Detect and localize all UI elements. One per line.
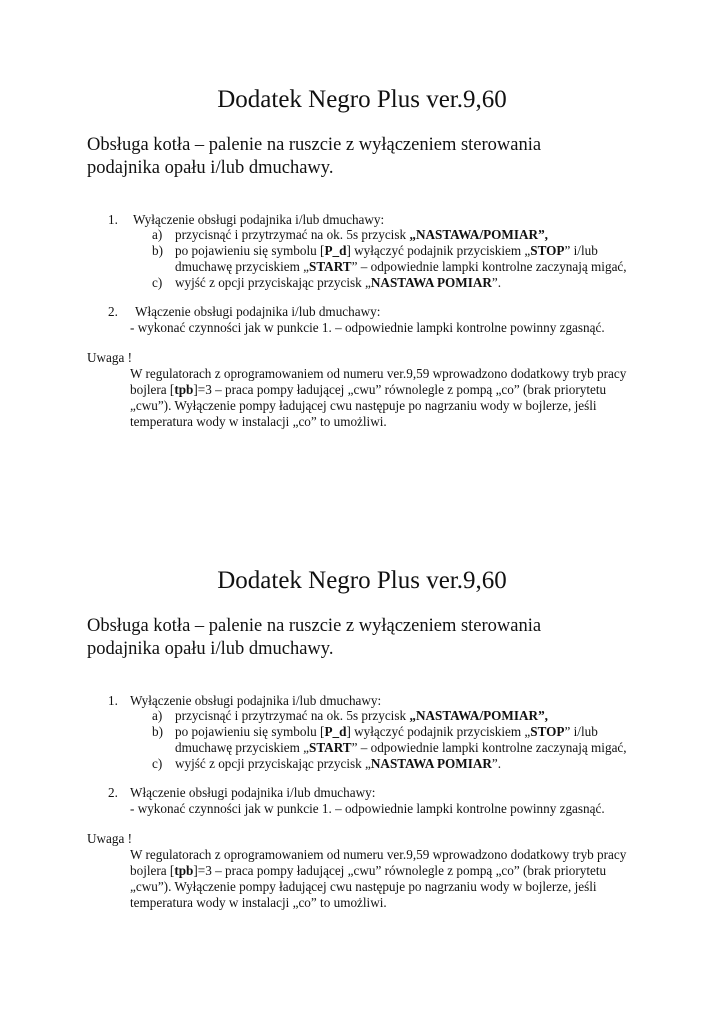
sub-item-b-text-continued: dmuchawę przyciskiem „START” – odpowiednie lampki kontrolne zaczynają migać, [175, 259, 627, 274]
subtitle-line: Obsługa kotła – palenie na ruszcie z wyłączeniem sterowania [87, 616, 542, 636]
document-section-1 [0, 84, 724, 444]
note-line: W regulatorach z oprogramowaniem od numeru ver.9,59 wprowadzono dodatkowy tryb pracy [130, 366, 627, 381]
item-2-number: 2. [108, 304, 118, 319]
item-1-number: 1. [108, 693, 118, 708]
item-1-label: Wyłączenie obsługi podajnika i/lub dmuchawy: [133, 212, 385, 227]
note-line: bojlera [tpb]=3 – praca pompy ładującej „cwu” równolegle z pompą „co” (brak priorytetu [130, 382, 607, 397]
note-header: Uwaga ! [87, 831, 133, 846]
note-line: W regulatorach z oprogramowaniem od numeru ver.9,59 wprowadzono dodatkowy tryb pracy [130, 847, 627, 862]
sub-item-c-marker: c) [152, 275, 163, 290]
sub-item-a-text: przycisnąć i przytrzymać na ok. 5s przycisk „NASTAWA/POMIAR”, [175, 708, 548, 723]
note-line: temperatura wody w instalacji „co” to umożliwi. [130, 895, 387, 910]
sub-item-c-marker: c) [152, 756, 163, 771]
note-line: temperatura wody w instalacji „co” to umożliwi. [130, 414, 387, 429]
sub-item-c-text: wyjść z opcji przyciskając przycisk „NASTAWA POMIAR”. [175, 756, 502, 771]
sub-item-b-marker: b) [152, 724, 163, 739]
sub-item-a-marker: a) [152, 227, 163, 242]
sub-item-b-marker: b) [152, 243, 163, 258]
item-2-detail: - wykonać czynności jak w punkcie 1. – odpowiednie lampki kontrolne powinny zgasnąć. [130, 801, 605, 816]
note-line: bojlera [tpb]=3 – praca pompy ładującej „cwu” równolegle z pompą „co” (brak priorytetu [130, 863, 607, 878]
subtitle-line: Obsługa kotła – palenie na ruszcie z wyłączeniem sterowania [87, 135, 542, 155]
note-line: „cwu”). Wyłączenie pompy ładującej cwu następuje po nagrzaniu wody w bojlerze, jeśli [130, 879, 597, 894]
sub-item-b-text: po pojawieniu się symbolu [P_d] wyłączyć podajnik przyciskiem „STOP” i/lub [175, 243, 598, 258]
item-2-detail: - wykonać czynności jak w punkcie 1. – odpowiednie lampki kontrolne powinny zgasnąć. [130, 320, 605, 335]
section-title: Dodatek Negro Plus ver.9,60 [217, 567, 507, 594]
sub-item-c-text: wyjść z opcji przyciskając przycisk „NASTAWA POMIAR”. [175, 275, 502, 290]
sub-item-b-text-continued: dmuchawę przyciskiem „START” – odpowiednie lampki kontrolne zaczynają migać, [175, 740, 627, 755]
section-title: Dodatek Negro Plus ver.9,60 [217, 86, 507, 113]
subtitle-line: podajnika opału i/lub dmuchawy. [87, 158, 334, 178]
subtitle-line: podajnika opału i/lub dmuchawy. [87, 639, 334, 659]
item-2-number: 2. [108, 785, 118, 800]
item-1-label: Wyłączenie obsługi podajnika i/lub dmuchawy: [130, 693, 382, 708]
sub-item-b-text: po pojawieniu się symbolu [P_d] wyłączyć podajnik przyciskiem „STOP” i/lub [175, 724, 598, 739]
note-header: Uwaga ! [87, 350, 133, 365]
item-2-label: Włączenie obsługi podajnika i/lub dmuchawy: [135, 304, 381, 319]
document-section-2 [0, 565, 724, 925]
section-subtitle [87, 134, 541, 180]
item-1-number: 1. [108, 212, 118, 227]
note-line: „cwu”). Wyłączenie pompy ładującej cwu następuje po nagrzaniu wody w bojlerze, jeśli [130, 398, 597, 413]
sub-item-a-marker: a) [152, 708, 163, 723]
sub-item-a-text: przycisnąć i przytrzymać na ok. 5s przycisk „NASTAWA/POMIAR”, [175, 227, 548, 242]
section-subtitle [87, 615, 541, 661]
item-2-label: Włączenie obsługi podajnika i/lub dmuchawy: [130, 785, 376, 800]
